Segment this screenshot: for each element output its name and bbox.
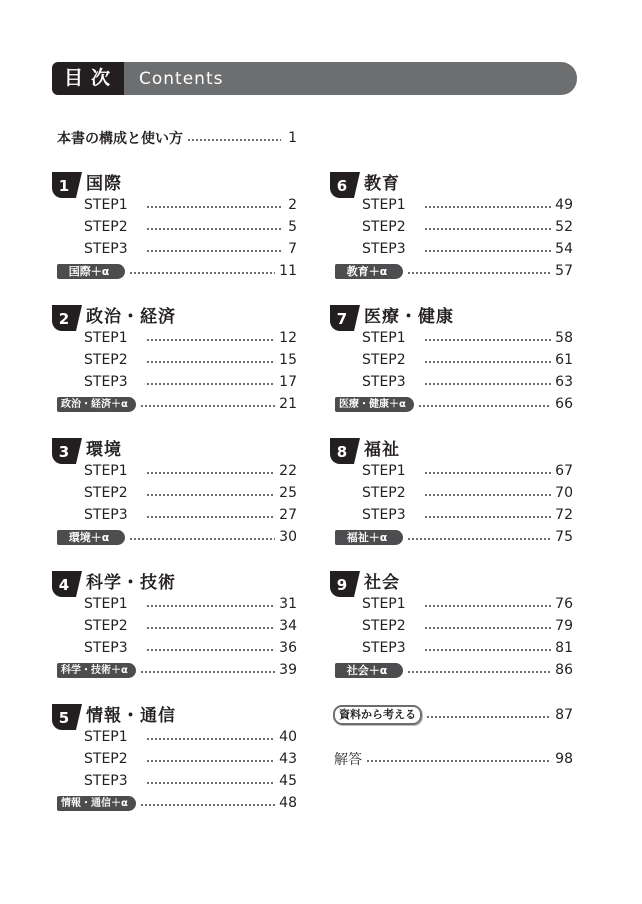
entry-page: 40	[279, 729, 297, 745]
entry-label: 解答	[334, 752, 362, 768]
leader-dots	[146, 228, 281, 230]
entry-page: 70	[555, 485, 573, 501]
toc-entry-step[interactable]	[362, 461, 573, 481]
plus-alpha-badge: 国際＋α	[57, 264, 125, 279]
entry-page: 66	[555, 396, 573, 412]
toc-entry-plus-alpha[interactable]	[335, 394, 573, 414]
entry-label: STEP1	[84, 729, 128, 745]
entry-label: STEP3	[362, 507, 406, 523]
leader-dots	[146, 760, 275, 762]
toc-entry-step[interactable]	[84, 771, 297, 791]
entry-label: STEP1	[84, 330, 128, 346]
section-title: 医療・健康	[364, 307, 454, 327]
section-number-badge: 4	[52, 571, 76, 597]
entry-page: 5	[288, 219, 297, 235]
entry-page: 63	[555, 374, 573, 390]
toc-entry-step[interactable]	[84, 727, 297, 747]
entry-page: 27	[279, 507, 297, 523]
entry-label: STEP3	[362, 241, 406, 257]
leader-dots	[424, 627, 551, 629]
entry-page: 43	[279, 751, 297, 767]
entry-label: STEP2	[84, 485, 128, 501]
leader-dots	[424, 605, 551, 607]
toc-entry-plus-alpha[interactable]	[57, 793, 297, 813]
leader-dots	[129, 538, 275, 540]
section-number-badge: 1	[52, 172, 76, 198]
entry-page: 72	[555, 507, 573, 523]
section-number-badge: 9	[330, 571, 354, 597]
toc-entry-plus-alpha[interactable]	[335, 660, 573, 680]
toc-entry-step[interactable]	[362, 195, 573, 215]
leader-dots	[424, 649, 551, 651]
entry-label: STEP1	[84, 596, 128, 612]
entry-page: 36	[279, 640, 297, 656]
toc-entry-step[interactable]	[84, 217, 297, 237]
plus-alpha-badge: 環境＋α	[57, 530, 125, 545]
entry-page: 48	[279, 795, 297, 811]
entry-page: 61	[555, 352, 573, 368]
toc-entry-plus-alpha[interactable]	[57, 527, 297, 547]
leader-dots	[140, 671, 275, 673]
plus-alpha-badge: 政治・経済＋α	[57, 397, 136, 412]
leader-dots	[424, 361, 551, 363]
toc-entry-step[interactable]	[362, 483, 573, 503]
leader-dots	[146, 738, 275, 740]
entry-page: 17	[279, 374, 297, 390]
plus-alpha-badge: 科学・技術＋α	[57, 663, 136, 678]
entry-page: 15	[279, 352, 297, 368]
entry-page: 11	[279, 263, 297, 279]
entry-label: STEP1	[362, 463, 406, 479]
leader-dots	[146, 206, 281, 208]
toc-entry-step[interactable]	[84, 239, 297, 259]
section-title: 政治・経済	[86, 307, 176, 327]
leader-dots	[424, 250, 551, 252]
leader-dots	[146, 627, 275, 629]
toc-entry-step[interactable]	[84, 638, 297, 658]
leader-dots	[146, 339, 275, 341]
leader-dots	[424, 206, 551, 208]
toc-entry-step[interactable]	[362, 328, 573, 348]
section-title: 国際	[86, 174, 122, 194]
entry-label: STEP3	[84, 241, 128, 257]
leader-dots	[146, 516, 275, 518]
entry-label: STEP1	[362, 330, 406, 346]
entry-page: 39	[279, 662, 297, 678]
toc-entry-step[interactable]	[362, 505, 573, 525]
entry-label: STEP2	[362, 485, 406, 501]
leader-dots	[407, 671, 551, 673]
entry-label: STEP3	[84, 773, 128, 789]
section-title: 教育	[364, 174, 400, 194]
entry-page: 1	[288, 130, 297, 146]
entry-label: STEP2	[362, 219, 406, 235]
toc-entry-step[interactable]	[84, 749, 297, 769]
toc-entry-step[interactable]	[84, 195, 297, 215]
toc-entry-plus-alpha[interactable]	[335, 261, 573, 281]
toc-entry-step[interactable]	[84, 616, 297, 636]
entry-label: STEP2	[84, 219, 128, 235]
entry-label: STEP2	[84, 618, 128, 634]
entry-page: 30	[279, 529, 297, 545]
entry-page: 52	[555, 219, 573, 235]
leader-dots	[146, 361, 275, 363]
toc-entry-step[interactable]	[84, 461, 297, 481]
toc-entry-shiryo[interactable]	[333, 705, 573, 725]
leader-dots	[146, 605, 275, 607]
entry-page: 45	[279, 773, 297, 789]
toc-entry-answers[interactable]	[334, 749, 573, 769]
leader-dots	[407, 272, 551, 274]
toc-entry-step[interactable]	[362, 239, 573, 259]
entry-label: STEP1	[84, 463, 128, 479]
toc-entry-step[interactable]	[362, 217, 573, 237]
section-number-badge: 5	[52, 704, 76, 730]
entry-page: 58	[555, 330, 573, 346]
toc-entry-plus-alpha[interactable]	[57, 660, 297, 680]
leader-dots	[424, 494, 551, 496]
toc-header	[52, 62, 577, 95]
leader-dots	[129, 272, 275, 274]
entry-page: 21	[279, 396, 297, 412]
leader-dots	[187, 139, 281, 141]
toc-entry-intro[interactable]	[57, 128, 297, 148]
leader-dots	[424, 339, 551, 341]
leader-dots	[426, 716, 551, 718]
leader-dots	[418, 405, 551, 407]
entry-page: 22	[279, 463, 297, 479]
leader-dots	[146, 472, 275, 474]
leader-dots	[146, 649, 275, 651]
toc-title-en: Contents	[139, 69, 224, 89]
entry-page: 7	[288, 241, 297, 257]
entry-page: 76	[555, 596, 573, 612]
toc-entry-step[interactable]	[362, 350, 573, 370]
entry-label: STEP3	[362, 374, 406, 390]
leader-dots	[146, 782, 275, 784]
leader-dots	[146, 494, 275, 496]
entry-page: 54	[555, 241, 573, 257]
entry-label: STEP1	[362, 596, 406, 612]
section-number-badge: 2	[52, 305, 76, 331]
plus-alpha-badge: 教育＋α	[335, 264, 403, 279]
section-number-badge: 7	[330, 305, 354, 331]
entry-label: STEP2	[84, 751, 128, 767]
plus-alpha-badge: 医療・健康＋α	[335, 397, 414, 412]
toc-entry-plus-alpha[interactable]	[57, 394, 297, 414]
leader-dots	[407, 538, 551, 540]
entry-label: STEP1	[84, 197, 128, 213]
entry-page: 57	[555, 263, 573, 279]
section-title: 社会	[364, 573, 400, 593]
toc-entry-plus-alpha[interactable]	[57, 261, 297, 281]
section-title: 科学・技術	[86, 573, 176, 593]
leader-dots	[424, 228, 551, 230]
leader-dots	[366, 760, 551, 762]
toc-entry-step[interactable]	[362, 638, 573, 658]
entry-page: 25	[279, 485, 297, 501]
entry-page: 31	[279, 596, 297, 612]
entry-label: STEP3	[362, 640, 406, 656]
entry-page: 75	[555, 529, 573, 545]
entry-page: 2	[288, 197, 297, 213]
section-number-badge: 3	[52, 438, 76, 464]
entry-page: 49	[555, 197, 573, 213]
entry-page: 12	[279, 330, 297, 346]
toc-entry-step[interactable]	[362, 372, 573, 392]
leader-dots	[140, 405, 275, 407]
leader-dots	[424, 383, 551, 385]
entry-label: STEP2	[84, 352, 128, 368]
entry-page: 81	[555, 640, 573, 656]
toc-entry-step[interactable]	[84, 594, 297, 614]
entry-label: STEP3	[84, 374, 128, 390]
entry-page: 86	[555, 662, 573, 678]
toc-title-jp: 目次	[52, 62, 124, 95]
leader-dots	[424, 472, 551, 474]
plus-alpha-badge: 福祉＋α	[335, 530, 403, 545]
leader-dots	[146, 383, 275, 385]
entry-label: STEP1	[362, 197, 406, 213]
toc-entry-step[interactable]	[84, 505, 297, 525]
toc-entry-step[interactable]	[84, 328, 297, 348]
toc-entry-plus-alpha[interactable]	[335, 527, 573, 547]
plus-alpha-badge: 社会＋α	[335, 663, 403, 678]
leader-dots	[140, 804, 275, 806]
entry-label: 本書の構成と使い方	[57, 131, 183, 147]
section-number-badge: 6	[330, 172, 354, 198]
entry-label: STEP2	[362, 618, 406, 634]
entry-page: 87	[555, 707, 573, 723]
toc-entry-step[interactable]	[84, 350, 297, 370]
toc-entry-step[interactable]	[84, 483, 297, 503]
section-title: 情報・通信	[86, 706, 176, 726]
entry-page: 79	[555, 618, 573, 634]
section-title: 環境	[86, 440, 122, 460]
entry-label: STEP3	[84, 507, 128, 523]
leader-dots	[424, 516, 551, 518]
toc-entry-step[interactable]	[84, 372, 297, 392]
section-title: 福祉	[364, 440, 400, 460]
toc-entry-step[interactable]	[362, 616, 573, 636]
toc-entry-step[interactable]	[362, 594, 573, 614]
section-number-badge: 8	[330, 438, 354, 464]
entry-label: STEP2	[362, 352, 406, 368]
entry-page: 98	[555, 751, 573, 767]
plus-alpha-badge: 情報・通信＋α	[57, 796, 136, 811]
shiryo-badge: 資料から考える	[333, 705, 422, 725]
entry-page: 67	[555, 463, 573, 479]
entry-page: 34	[279, 618, 297, 634]
entry-label: STEP3	[84, 640, 128, 656]
leader-dots	[146, 250, 281, 252]
